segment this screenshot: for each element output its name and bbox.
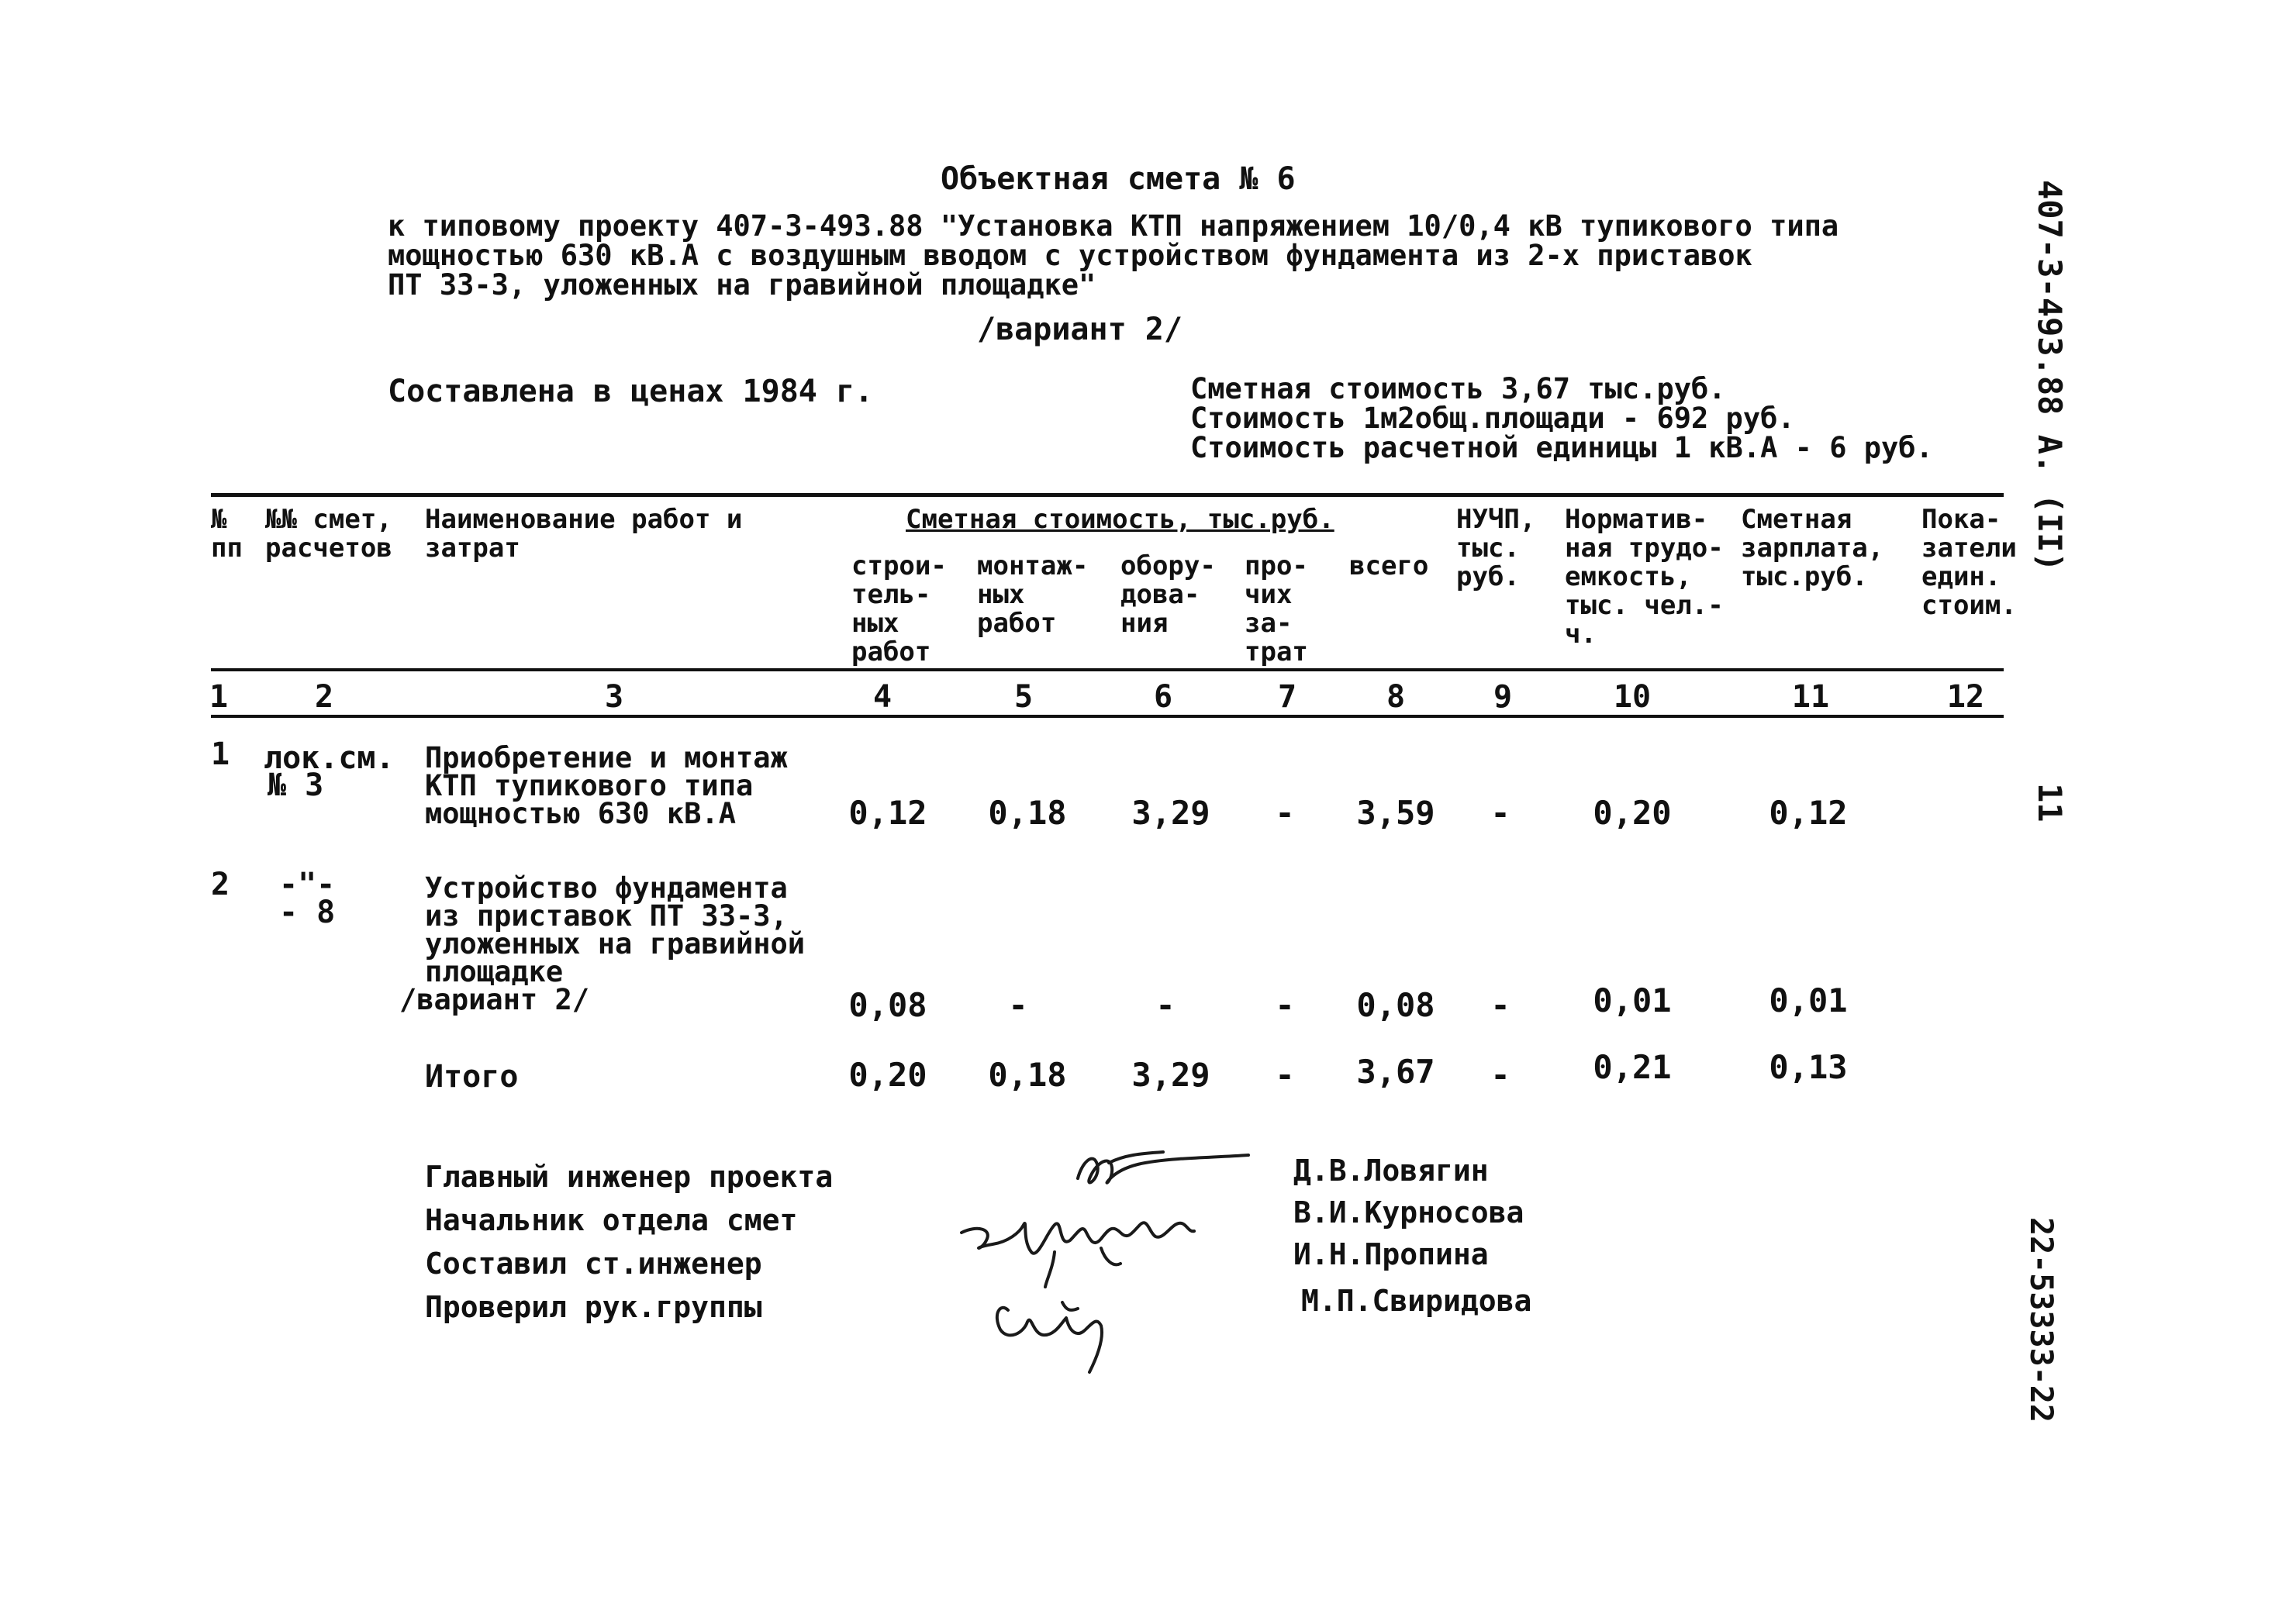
row2-ref-line2: - 8 bbox=[279, 895, 336, 930]
colnum-10: 10 bbox=[1613, 679, 1652, 715]
total-c6: 3,29 bbox=[1131, 1056, 1210, 1094]
colnum-2: 2 bbox=[314, 679, 334, 715]
margin-inventory-code: 22-53333-22 bbox=[2023, 1217, 2059, 1423]
row2-c11: 0,01 bbox=[1769, 981, 1848, 1019]
row2-name-line4: площадке bbox=[425, 955, 564, 988]
row2-name-line1: Устройство фундамента bbox=[425, 871, 788, 905]
header-group-cost: Сметная стоимость, тыс.руб. bbox=[906, 504, 1334, 535]
header-col1: № пп bbox=[211, 504, 243, 564]
row2-c9: - bbox=[1490, 986, 1511, 1024]
colnum-7: 7 bbox=[1277, 679, 1297, 715]
signature-role-2: Начальник отдела смет bbox=[425, 1203, 798, 1237]
header-col10: Норматив-ная трудо-емкость, тыс. чел.-ч. bbox=[1565, 504, 1724, 650]
row1-ref-line1: лок.см. bbox=[264, 740, 395, 776]
total-c9: - bbox=[1490, 1056, 1511, 1094]
row2-name-line2: из приставок ПТ 33-3, bbox=[425, 899, 788, 933]
row1-c4: 0,12 bbox=[848, 794, 927, 832]
row1-c7: - bbox=[1275, 794, 1295, 832]
colnum-4: 4 bbox=[872, 679, 893, 715]
row2-c7: - bbox=[1275, 986, 1295, 1024]
signature-name-2: В.И.Курносова bbox=[1293, 1195, 1524, 1230]
subtitle-line-3: ПТ 33-3, уложенных на гравийной площадке" bbox=[388, 268, 1096, 302]
header-col3: Наименование работ и затрат bbox=[425, 504, 743, 564]
signature-name-4: М.П.Свиридова bbox=[1301, 1284, 1532, 1318]
row1-c6: 3,29 bbox=[1131, 794, 1210, 832]
header-col12: Пока-затели един. стоим. bbox=[1921, 504, 2017, 621]
total-c8: 3,67 bbox=[1356, 1053, 1435, 1091]
row2-c5: - bbox=[1008, 986, 1028, 1024]
margin-page-number: 11 bbox=[2031, 783, 2069, 823]
row1-c5: 0,18 bbox=[988, 794, 1067, 832]
header-col6: обору-дова-ния bbox=[1120, 550, 1216, 639]
colnum-12: 12 bbox=[1946, 679, 1985, 715]
cost-line-2: Стоимость 1м2общ.площади - 692 руб. bbox=[1190, 402, 1795, 435]
variant-label: /вариант 2/ bbox=[977, 312, 1183, 347]
header-bottom-rule bbox=[211, 668, 2004, 671]
row1-name-line1: Приобретение и монтаж bbox=[425, 741, 788, 774]
colnum-9: 9 bbox=[1493, 679, 1513, 715]
row1-c8: 3,59 bbox=[1356, 794, 1435, 832]
signature-role-3: Составил ст.инженер bbox=[425, 1247, 762, 1281]
row2-c8: 0,08 bbox=[1356, 986, 1435, 1024]
cost-line-3: Стоимость расчетной единицы 1 кВ.А - 6 руб. bbox=[1190, 431, 1933, 464]
row1-name-line2: КТП тупикового типа bbox=[425, 769, 754, 802]
header-col4: строи-тель-ных работ bbox=[851, 550, 947, 667]
row2-c6: - bbox=[1155, 986, 1176, 1024]
colnum-11: 11 bbox=[1791, 679, 1830, 715]
row1-c11: 0,12 bbox=[1769, 794, 1848, 832]
signature-role-1: Главный инженер проекта bbox=[425, 1160, 834, 1194]
row2-c4: 0,08 bbox=[848, 986, 927, 1024]
signature-role-4: Проверил рук.группы bbox=[425, 1290, 762, 1324]
colnum-6: 6 bbox=[1153, 679, 1173, 715]
signature-name-1: Д.В.Ловягин bbox=[1293, 1154, 1489, 1188]
row1-name-line3: мощностью 630 кВ.А bbox=[425, 797, 736, 830]
colnum-1: 1 bbox=[209, 679, 229, 715]
header-col9: НУЧП, тыс. руб. bbox=[1456, 504, 1536, 592]
handwritten-signatures bbox=[946, 1116, 1303, 1380]
subtitle-line-1: к типовому проекту 407-3-493.88 "Установка КТП напряжением 10/0,4 кВ тупикового типа bbox=[388, 209, 1839, 243]
header-col7: про-чих за-трат bbox=[1245, 550, 1308, 667]
header-col5: монтаж-ных работ bbox=[977, 550, 1089, 639]
row2-ref-line1: -"- bbox=[279, 867, 336, 902]
table-top-rule bbox=[211, 493, 2004, 497]
total-c4: 0,20 bbox=[848, 1056, 927, 1094]
colnum-bottom-rule bbox=[211, 715, 2004, 718]
row1-c9: - bbox=[1490, 794, 1511, 832]
signature-name-3: И.Н.Пропина bbox=[1293, 1237, 1489, 1271]
document-title: Объектная смета № 6 bbox=[941, 161, 1296, 197]
subtitle-line-2: мощностью 630 кВ.А с воздушным вводом с устройством фундамента из 2-х приставок bbox=[388, 239, 1752, 272]
colnum-8: 8 bbox=[1386, 679, 1406, 715]
colnum-3: 3 bbox=[604, 679, 624, 715]
total-c11: 0,13 bbox=[1769, 1048, 1848, 1086]
row2-name-line3: уложенных на гравийной bbox=[425, 927, 806, 961]
header-col11: Сметная зарплата, тыс.руб. bbox=[1741, 504, 1884, 592]
header-col8: всего bbox=[1349, 550, 1429, 581]
row2-number: 2 bbox=[211, 867, 230, 902]
prices-year: Составлена в ценах 1984 г. bbox=[388, 374, 874, 409]
total-c10: 0,21 bbox=[1593, 1048, 1672, 1086]
cost-line-1: Сметная стоимость 3,67 тыс.руб. bbox=[1190, 372, 1726, 405]
row2-c10: 0,01 bbox=[1593, 981, 1672, 1019]
row2-name-line5: /вариант 2/ bbox=[399, 983, 590, 1016]
row1-c10: 0,20 bbox=[1593, 794, 1672, 832]
margin-project-code: 407-3-493.88 А. (II) bbox=[2031, 180, 2069, 572]
header-col2: №№ смет, расчетов bbox=[265, 504, 392, 564]
colnum-5: 5 bbox=[1013, 679, 1034, 715]
row1-ref-line2: № 3 bbox=[268, 767, 324, 803]
total-c5: 0,18 bbox=[988, 1056, 1067, 1094]
total-c7: - bbox=[1275, 1056, 1295, 1094]
row1-number: 1 bbox=[211, 736, 230, 772]
total-label: Итого bbox=[425, 1059, 519, 1095]
